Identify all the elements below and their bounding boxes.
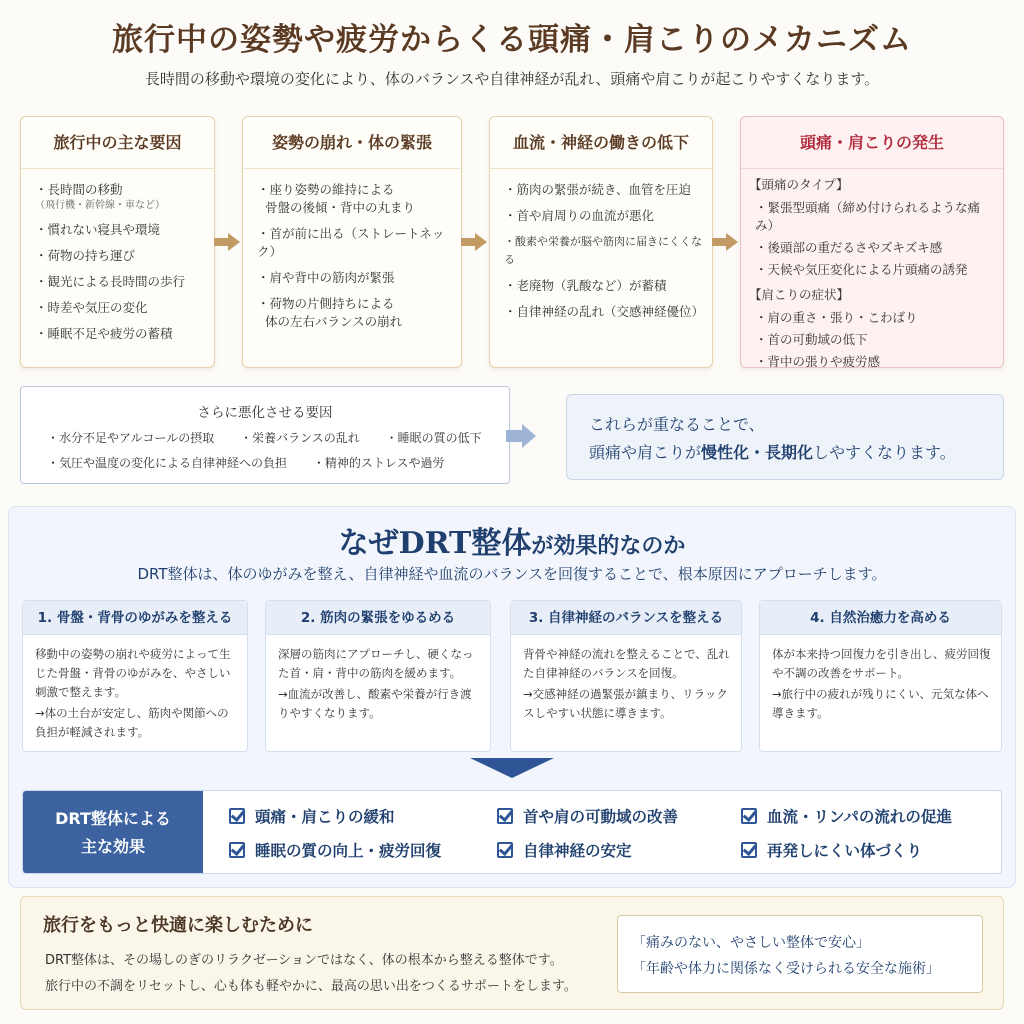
stiff-shoulder-label: 【肩こりの症状】 bbox=[749, 287, 850, 302]
card-note: →血流が改善し、酸素や栄養が行き渡りやすくなります。 bbox=[278, 687, 472, 720]
posture-item: ・肩や背中の筋肉が緊張 bbox=[257, 270, 395, 285]
card-note: →旅行中の疲れが残りにくい、元気な体へ導きます。 bbox=[772, 687, 989, 720]
symptom-item: ・緊張型頭痛（締め付けられるような痛み） bbox=[755, 200, 981, 233]
closing-heading: 旅行をもっと快適に楽しむために bbox=[43, 915, 313, 936]
cause-item: ・慣れない寝具や環境 bbox=[35, 222, 161, 237]
closing-section bbox=[20, 896, 1004, 1010]
arrow-down-icon bbox=[470, 758, 554, 778]
posture-heading: 姿勢の崩れ・体の緊張 bbox=[243, 117, 461, 169]
symptom-item: ・肩の重さ・張り・こわばり bbox=[755, 310, 918, 325]
posture-item: ・荷物の片側持ちによる 体の左右バランスの崩れ bbox=[257, 296, 403, 329]
cause-item: ・睡眠不足や疲労の蓄積 bbox=[35, 326, 173, 341]
arrow-right-icon bbox=[475, 233, 487, 251]
effect-item: 自律神経の安定 bbox=[497, 839, 632, 861]
card-heading: 3. 自律神経のバランスを整える bbox=[511, 601, 741, 635]
symptom-item: ・天候や気圧変化による片頭痛の誘発 bbox=[755, 262, 968, 277]
card-note: →交感神経の過緊張が鎮まり、リラックスしやすい状態に導きます。 bbox=[523, 687, 728, 720]
result-line: これらが重なることで、 bbox=[589, 415, 765, 434]
card-body: 移動中の姿勢の崩れや疲労によって生じた骨盤・背骨のゆがみを、やさしい刺激で整えます。 bbox=[35, 647, 231, 699]
worsening-item: ・栄養バランスの乱れ bbox=[240, 431, 360, 445]
symptoms-box bbox=[740, 116, 1004, 368]
testimonial-quote: 「痛みのない、やさしい整体で安心」 bbox=[632, 935, 870, 951]
symptom-item: ・後頭部の重だるさやズキズキ感 bbox=[755, 240, 943, 255]
worsening-factors-box bbox=[20, 386, 510, 484]
page-subtitle: 長時間の移動や環境の変化により、体のバランスや自律神経が乱れ、頭痛や肩こりが起こりやすくなります。 bbox=[144, 70, 880, 88]
causes-box bbox=[20, 116, 215, 368]
arrow-right-icon bbox=[228, 233, 240, 251]
posture-item: ・首が前に出る（ストレートネック） bbox=[257, 226, 445, 259]
card-heading: 2. 筋肉の緊張をゆるめる bbox=[266, 601, 490, 635]
worsening-item: ・睡眠の質の低下 bbox=[385, 431, 482, 445]
bloodflow-item: ・首や肩周りの血流が悪化 bbox=[504, 208, 655, 223]
card-body: 体が本来持つ回復力を引き出し、疲労回復や不調の改善をサポート。 bbox=[772, 647, 991, 680]
worsening-item: ・水分不足やアルコールの摂取 bbox=[47, 431, 215, 445]
closing-text: DRT整体は、その場しのぎのリラクゼーションではなく、体の根本から整える整体です。 bbox=[45, 953, 563, 968]
checkbox-icon bbox=[229, 808, 245, 824]
cause-item: ・荷物の持ち運び bbox=[35, 248, 136, 263]
card-heading: 1. 骨盤・背骨のゆがみを整える bbox=[23, 601, 247, 635]
result-box bbox=[566, 394, 1004, 480]
bloodflow-heading: 血流・神経の働きの低下 bbox=[490, 117, 712, 169]
checkbox-icon bbox=[497, 808, 513, 824]
worsening-heading: さらに悪化させる要因 bbox=[197, 405, 333, 421]
posture-box bbox=[242, 116, 462, 368]
cause-item: ・観光による長時間の歩行 bbox=[35, 274, 186, 289]
bloodflow-item: ・酸素や栄養が脳や筋肉に届きにくくなる bbox=[504, 235, 702, 266]
bloodflow-item: ・自律神経の乱れ（交感神経優位） bbox=[504, 304, 705, 319]
effect-item: 血流・リンパの流れの促進 bbox=[741, 805, 952, 827]
benefit-card bbox=[22, 600, 248, 752]
headache-types-label: 【頭痛のタイプ】 bbox=[749, 177, 849, 192]
effect-item: 首や肩の可動域の改善 bbox=[497, 805, 678, 827]
benefit-card bbox=[265, 600, 491, 752]
symptoms-heading: 頭痛・肩こりの発生 bbox=[741, 117, 1003, 169]
worsening-item: ・精神的ストレスや過労 bbox=[312, 456, 445, 470]
bloodflow-box bbox=[489, 116, 713, 368]
posture-item: ・座り姿勢の維持による 骨盤の後傾・背中の丸まり bbox=[257, 182, 415, 215]
card-heading: 4. 自然治癒力を高める bbox=[760, 601, 1001, 635]
card-note: →体の土台が安定し、筋肉や関節への負担が軽減されます。 bbox=[35, 706, 229, 739]
bloodflow-item: ・老廃物（乳酸など）が蓄積 bbox=[504, 278, 667, 293]
effects-label: DRT整体による 主な効果 bbox=[23, 791, 203, 874]
effect-item: 再発しにくい体づくり bbox=[741, 839, 922, 861]
causes-heading: 旅行中の主な要因 bbox=[21, 117, 214, 169]
bloodflow-item: ・筋肉の緊張が続き、血管を圧迫 bbox=[504, 182, 692, 197]
checkbox-icon bbox=[229, 842, 245, 858]
cause-item: ・時差や気圧の変化 bbox=[35, 300, 148, 315]
benefit-card bbox=[510, 600, 742, 752]
effect-item: 睡眠の質の向上・疲労回復 bbox=[229, 839, 441, 861]
testimonial-quote: 「年齢や体力に関係なく受けられる安全な施術」 bbox=[632, 961, 940, 977]
drt-title: なぜDRT整体が効果的なのか bbox=[338, 526, 686, 561]
card-body: 深層の筋肉にアプローチし、硬くなった首・肩・背中の筋肉を緩めます。 bbox=[278, 647, 474, 680]
arrow-right-icon bbox=[726, 233, 738, 251]
symptom-item: ・首の可動域の低下 bbox=[755, 332, 868, 347]
testimonial-box bbox=[617, 915, 983, 993]
effect-item: 頭痛・肩こりの緩和 bbox=[229, 805, 395, 827]
checkbox-icon bbox=[741, 842, 757, 858]
effects-panel bbox=[22, 790, 1002, 874]
worsening-item: ・気圧や温度の変化による自律神経への負担 bbox=[47, 456, 288, 470]
benefit-card bbox=[759, 600, 1002, 752]
result-line: 頭痛や肩こりが慢性化・長期化しやすくなります。 bbox=[589, 443, 956, 462]
cause-item: ・長時間の移動 （飛行機・新幹線・車など） bbox=[35, 182, 165, 211]
closing-text: 旅行中の不調をリセットし、心も体も軽やかに、最高の思い出をつくるサポートをします。 bbox=[45, 979, 577, 994]
page-title: 旅行中の姿勢や疲労からくる頭痛・肩こりのメカニズム bbox=[112, 22, 912, 58]
card-body: 背骨や神経の流れを整えることで、乱れた自律神経のバランスを回復。 bbox=[523, 647, 730, 680]
symptom-item: ・背中の張りや疲労感 bbox=[755, 354, 881, 369]
arrow-right-icon bbox=[522, 424, 536, 448]
checkbox-icon bbox=[497, 842, 513, 858]
drt-subtitle: DRT整体は、体のゆがみを整え、自律神経や血流のバランスを回復することで、根本原因にアプローチします。 bbox=[137, 565, 887, 583]
checkbox-icon bbox=[741, 808, 757, 824]
